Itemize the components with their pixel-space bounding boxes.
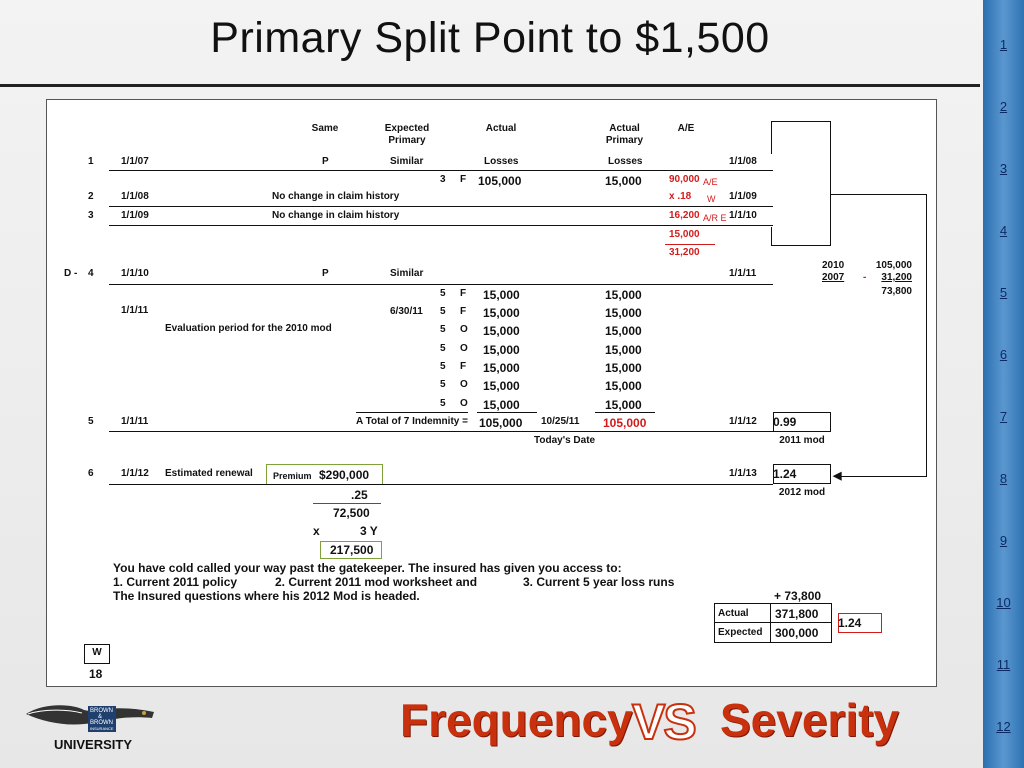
claim-actual: 15,000: [483, 343, 520, 357]
calc2-rate: .25: [351, 488, 368, 502]
arrow-line-vertical: [926, 194, 927, 476]
slide-link-7[interactable]: 7: [999, 409, 1008, 424]
summary-ratio: 1.24: [838, 616, 862, 630]
summary-divider-h: [714, 622, 831, 623]
claim-primary: 15,000: [605, 379, 642, 393]
row5-mod-label: 2011 mod: [779, 435, 825, 446]
slide-link-4[interactable]: 4: [999, 223, 1008, 238]
row1-date: 1/1/07: [121, 156, 149, 167]
claim-f: O: [460, 398, 468, 409]
summary-divider-v: [770, 603, 771, 643]
claim-primary: 15,000: [605, 288, 642, 302]
university-logo: [24, 700, 164, 755]
row4-num: 4: [88, 268, 94, 279]
story-line-3: The Insured questions where his 2012 Mod is headed.: [113, 589, 420, 603]
claim-n: 5: [440, 398, 446, 409]
row1b-actual: 105,000: [478, 174, 522, 188]
arrow-line-bottom: [840, 476, 927, 477]
calc2-rule: [313, 503, 381, 504]
row5-red-total: 105,000: [603, 416, 647, 430]
calc-v1: 105,000: [875, 260, 912, 271]
row6-date: 1/1/12: [121, 468, 149, 479]
row4-rule: [109, 284, 773, 285]
logo-b1: BROWN: [90, 708, 113, 714]
claim-primary: 15,000: [605, 343, 642, 357]
row1b-redlbl: A/E: [703, 177, 718, 187]
row2-rule: [109, 206, 773, 207]
row1b-red: 90,000: [669, 174, 700, 185]
row3-text: No change in claim history: [272, 210, 400, 221]
row3-red: 16,200: [669, 210, 700, 221]
row2-num: 2: [88, 191, 94, 202]
row5-actual: 105,000: [479, 416, 523, 430]
bracket-left-bottom: [771, 227, 772, 246]
row6-mod: 1.24: [773, 467, 797, 481]
row1b-f: F: [460, 174, 467, 185]
header-actual: Actual: [485, 123, 517, 134]
slide-link-1[interactable]: 1: [999, 37, 1008, 52]
row3-num: 3: [88, 210, 94, 221]
claim-f: O: [460, 324, 468, 335]
claim-f: O: [460, 379, 468, 390]
row2-end: 1/1/09: [729, 191, 757, 202]
calc2-total: 217,500: [330, 543, 374, 557]
slide-link-2[interactable]: 2: [999, 99, 1008, 114]
claim-f: F: [460, 288, 467, 299]
claim-actual: 15,000: [483, 398, 520, 412]
claim-actual: 15,000: [483, 288, 520, 302]
brand-frequency: Frequency: [400, 694, 633, 746]
row5-end: 1/1/12: [729, 416, 757, 427]
row4-similar: Similar: [390, 268, 424, 279]
slide-title: Primary Split Point to $1,500: [210, 14, 770, 62]
brand-severity: Severity: [720, 694, 900, 746]
calc-y1: 2010: [822, 260, 845, 271]
logo-b2: &: [98, 714, 103, 720]
summary-actual-label: Actual: [718, 608, 749, 619]
row3-rule: [109, 225, 773, 226]
bracket-top: [772, 121, 831, 246]
claim-n: 5: [440, 379, 446, 390]
row4-d: D -: [64, 268, 78, 279]
premium-label: Premium: [273, 471, 312, 481]
claim-primary: 15,000: [605, 361, 642, 375]
header-expected-primary: Primary: [388, 135, 426, 146]
calc-v2: 31,200: [881, 272, 912, 283]
row5-total-label: A Total of 7 Indemnity =: [356, 416, 468, 427]
claim-n: 5: [440, 288, 446, 299]
slide-link-3[interactable]: 3: [999, 161, 1008, 176]
summary-actual: 371,800: [775, 607, 819, 621]
row1-similar: Similar: [390, 156, 424, 167]
row2-w: W: [707, 194, 716, 204]
claim-f: F: [460, 306, 467, 317]
logo-b3: BROWN: [90, 720, 113, 726]
claim-actual: 15,000: [483, 361, 520, 375]
row1-num: 1: [88, 156, 94, 167]
summary-expected-label: Expected: [718, 627, 763, 638]
claim-n: 5: [440, 306, 446, 317]
sub-v1: 15,000: [669, 229, 700, 240]
logo-university: UNIVERSITY: [54, 737, 133, 752]
summary-plus: + 73,800: [774, 589, 822, 603]
row6-end: 1/1/13: [729, 468, 757, 479]
row1-end: 1/1/08: [729, 156, 757, 167]
claim-n: 5: [440, 361, 446, 372]
calc2-x: x: [313, 524, 320, 538]
corner-w: W: [92, 647, 102, 658]
claims-primary-total-rule: [595, 412, 655, 413]
row5-rule: [109, 431, 773, 432]
claim-actual: 15,000: [483, 379, 520, 393]
premium-value: $290,000: [319, 468, 370, 482]
slide-link-10[interactable]: 10: [996, 595, 1011, 610]
row4-p: P: [322, 268, 329, 279]
logo-b4: INSURANCE: [90, 726, 114, 731]
slide-link-8[interactable]: 8: [999, 471, 1008, 486]
slide-link-6[interactable]: 6: [999, 347, 1008, 362]
claim-primary: 15,000: [605, 306, 642, 320]
row5-total-overline: [356, 412, 468, 413]
slide-link-11[interactable]: 11: [996, 657, 1011, 672]
row6-text: Estimated renewal: [165, 468, 253, 479]
arrow-line-top: [831, 194, 927, 195]
slide-link-9[interactable]: 9: [999, 533, 1008, 548]
claims-date: 1/1/11: [121, 305, 149, 316]
worksheet-panel: [46, 99, 937, 687]
row3-end: 1/1/10: [729, 210, 757, 221]
slide-link-12[interactable]: 12: [996, 719, 1011, 734]
claim-pre: 6/30/11: [390, 306, 423, 317]
row5-num: 5: [88, 416, 94, 427]
sub-v2: 31,200: [669, 247, 700, 258]
claim-f: F: [460, 361, 467, 372]
row6-num: 6: [88, 468, 94, 479]
brand-vs: VS: [632, 694, 695, 750]
row3-date: 1/1/09: [121, 210, 149, 221]
story-line-2c: 3. Current 5 year loss runs: [523, 575, 675, 589]
row4-date: 1/1/10: [121, 268, 149, 279]
row5-today: Today's Date: [534, 435, 596, 446]
slide-link-5[interactable]: 5: [999, 285, 1008, 300]
row2-x-rate: x .18: [669, 191, 692, 202]
story-line-2b: 2. Current 2011 mod worksheet and: [275, 575, 478, 589]
header-same: Same: [311, 123, 339, 134]
row1-losses: Losses: [484, 156, 519, 167]
claim-n: 5: [440, 324, 446, 335]
header-expected: Expected: [384, 123, 430, 134]
row2-text: No change in claim history: [272, 191, 400, 202]
row5-mod: 0.99: [773, 415, 797, 429]
row6-mod-label: 2012 mod: [778, 487, 826, 498]
claim-primary: 15,000: [605, 398, 642, 412]
title-divider: [0, 84, 980, 87]
row1-p: P: [322, 156, 329, 167]
claims-total-rule: [477, 412, 537, 413]
claim-f: O: [460, 343, 468, 354]
arrow-head-icon: ◀: [833, 470, 842, 482]
row3-redlbl: A/R E: [703, 213, 727, 223]
bracket-bottom: [772, 245, 831, 246]
row2-date: 1/1/08: [121, 191, 149, 202]
claim-actual: 15,000: [483, 324, 520, 338]
row4-end: 1/1/11: [729, 268, 757, 279]
row5-date: 1/1/11: [121, 416, 149, 427]
story-line-2a: 1. Current 2011 policy: [113, 575, 238, 589]
calc-y2: 2007: [822, 272, 845, 283]
story-line-1: You have cold called your way past the gatekeeper. The insured has given you access to:: [113, 561, 622, 575]
row1b-primary: 15,000: [605, 174, 642, 188]
row1-losses-primary: Losses: [608, 156, 643, 167]
calc2-y: 3 Y: [360, 524, 378, 538]
calc-result: 73,800: [881, 286, 912, 297]
corner-page-number: 18: [89, 667, 103, 681]
claim-n: 5: [440, 343, 446, 354]
row1-rule: [109, 170, 773, 171]
row5-date2: 10/25/11: [541, 416, 580, 427]
header-actual-primary: Actual: [609, 123, 640, 134]
slide-nav-sidebar: [983, 0, 1024, 768]
claims-eval-period: Evaluation period for the 2010 mod: [165, 323, 332, 334]
calc-minus: -: [863, 272, 867, 283]
sub-rule: [665, 244, 715, 245]
header-actual-primary-2: Primary: [605, 135, 644, 146]
row1b-n: 3: [440, 174, 446, 185]
header-ae: A/E: [677, 123, 695, 134]
calc2-v1: 72,500: [333, 506, 370, 520]
bracket-left-top: [771, 121, 772, 154]
claim-primary: 15,000: [605, 324, 642, 338]
summary-expected: 300,000: [775, 626, 819, 640]
claim-actual: 15,000: [483, 306, 520, 320]
row6-rule: [109, 484, 773, 485]
